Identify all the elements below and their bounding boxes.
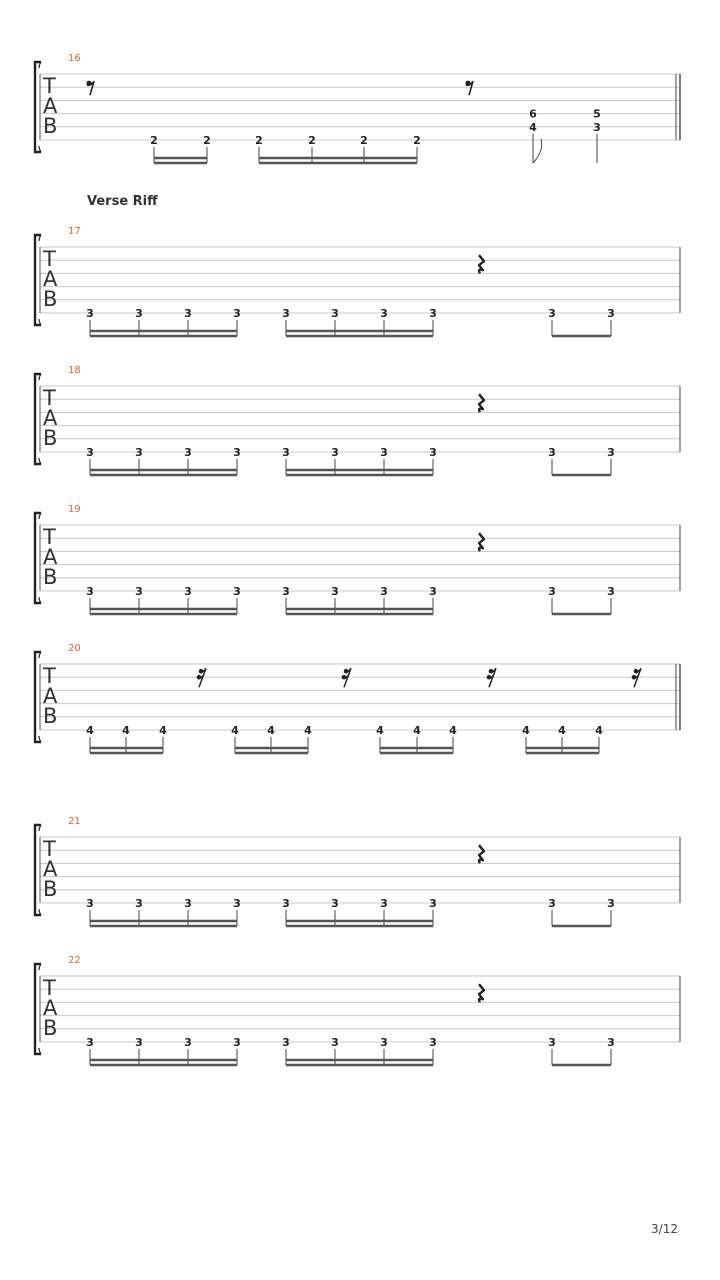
fret-number: 3: [135, 585, 143, 598]
fret-number: 3: [135, 307, 143, 320]
fret-number: 4: [231, 724, 239, 737]
fret-number: 4: [86, 724, 94, 737]
tab-letter: B: [43, 877, 58, 901]
fret-number: 3: [429, 307, 437, 320]
fret-number: 3: [184, 446, 192, 459]
tab-letter: B: [43, 1016, 58, 1040]
measure-number: 22: [68, 955, 81, 966]
tab-letter: T: [43, 247, 56, 271]
fret-number: 3: [429, 585, 437, 598]
fret-number: 3: [548, 446, 556, 459]
quarter-rest: [479, 533, 484, 551]
fret-number: 3: [548, 585, 556, 598]
fret-number: 3: [548, 307, 556, 320]
fret-number: 3: [548, 897, 556, 910]
fret-number: 3: [282, 897, 290, 910]
tab-letter: B: [43, 287, 58, 311]
tab-letter: T: [43, 386, 56, 410]
page-number: 3/12: [651, 1222, 678, 1236]
quarter-rest: [479, 255, 484, 273]
tab-letter: A: [43, 857, 58, 881]
tab-letter: T: [43, 837, 56, 861]
fret-number: 2: [255, 134, 263, 147]
fret-number: 3: [233, 1036, 241, 1049]
fret-number: 2: [150, 134, 158, 147]
tab-letter: T: [43, 976, 56, 1000]
fret-number: 5: [593, 107, 601, 121]
fret-number: 3: [607, 897, 615, 910]
tab-letter: T: [43, 74, 56, 98]
fret-number: 3: [429, 897, 437, 910]
fret-number: 3: [607, 1036, 615, 1049]
tab-letter: T: [43, 664, 56, 688]
measure-number: 17: [68, 226, 81, 237]
fret-number: 3: [86, 446, 94, 459]
fret-number: 4: [122, 724, 130, 737]
fret-number: 3: [135, 897, 143, 910]
fret-number: 3: [233, 897, 241, 910]
fret-number: 3: [86, 1036, 94, 1049]
fret-number: 3: [380, 1036, 388, 1049]
fret-number: 3: [607, 446, 615, 459]
fret-number: 2: [360, 134, 368, 147]
fret-number: 3: [86, 307, 94, 320]
fret-number: 3: [380, 446, 388, 459]
measure-number: 18: [68, 365, 81, 376]
measure-number: 20: [68, 643, 81, 654]
fret-number: 3: [331, 446, 339, 459]
fret-number: 3: [429, 446, 437, 459]
fret-number: 3: [331, 585, 339, 598]
fret-number: 2: [413, 134, 421, 147]
tab-letter: A: [43, 684, 58, 708]
fret-number: 3: [593, 120, 601, 134]
fret-number: 3: [380, 897, 388, 910]
fret-number: 3: [184, 585, 192, 598]
fret-number: 3: [331, 1036, 339, 1049]
fret-number: 3: [282, 446, 290, 459]
fret-number: 3: [282, 307, 290, 320]
tab-letter: A: [43, 94, 58, 118]
fret-number: 3: [380, 307, 388, 320]
fret-number: 4: [449, 724, 457, 737]
fret-number: 4: [595, 724, 603, 737]
tab-letter: T: [43, 525, 56, 549]
fret-number: 4: [376, 724, 384, 737]
fret-number: 3: [331, 897, 339, 910]
fret-number: 4: [413, 724, 421, 737]
fret-number: 3: [282, 1036, 290, 1049]
fret-number: 4: [522, 724, 530, 737]
fret-number: 3: [184, 307, 192, 320]
fret-number: 3: [233, 585, 241, 598]
quarter-rest: [479, 394, 484, 412]
fret-number: 3: [135, 446, 143, 459]
fret-number: 4: [304, 724, 312, 737]
quarter-rest: [479, 845, 484, 863]
fret-number: 3: [429, 1036, 437, 1049]
measure-number: 21: [68, 816, 81, 827]
tab-letter: B: [43, 704, 58, 728]
fret-number: 2: [203, 134, 211, 147]
tab-letter: A: [43, 267, 58, 291]
tab-letter: A: [43, 406, 58, 430]
fret-number: 3: [233, 446, 241, 459]
fret-number: 3: [331, 307, 339, 320]
tab-letter: B: [43, 426, 58, 450]
fret-number: 4: [267, 724, 275, 737]
slide-mark: [533, 139, 542, 163]
fret-number: 4: [558, 724, 566, 737]
tab-letter: B: [43, 114, 58, 138]
measure-number: 16: [68, 53, 81, 64]
fret-number: 3: [233, 307, 241, 320]
section-label: Verse Riff: [87, 194, 158, 209]
fret-number: 4: [529, 120, 537, 134]
fret-number: 3: [282, 585, 290, 598]
fret-number: 3: [135, 1036, 143, 1049]
fret-number: 4: [159, 724, 167, 737]
tab-letter: B: [43, 565, 58, 589]
fret-number: 3: [184, 897, 192, 910]
fret-number: 3: [86, 585, 94, 598]
fret-number: 3: [548, 1036, 556, 1049]
fret-number: 3: [607, 307, 615, 320]
quarter-rest: [479, 984, 484, 1002]
fret-number: 3: [607, 585, 615, 598]
tab-letter: A: [43, 545, 58, 569]
fret-number: 3: [86, 897, 94, 910]
tab-letter: A: [43, 996, 58, 1020]
measure-number: 19: [68, 504, 81, 515]
fret-number: 2: [308, 134, 316, 147]
fret-number: 3: [184, 1036, 192, 1049]
fret-number: 6: [529, 107, 537, 121]
fret-number: 3: [380, 585, 388, 598]
